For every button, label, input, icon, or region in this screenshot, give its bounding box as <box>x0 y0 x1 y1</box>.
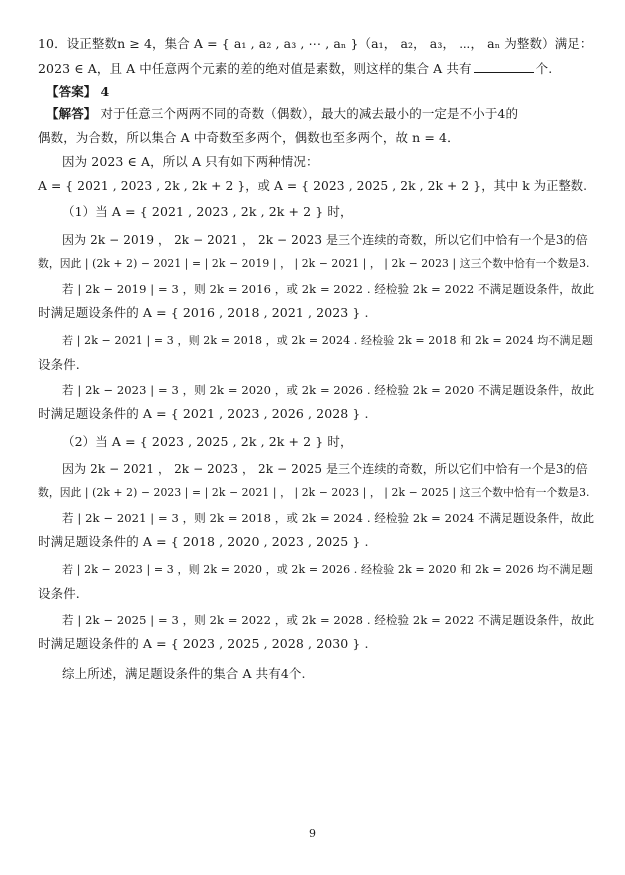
solution-line-14: 因为 2k − 2021 ， 2k − 2023 ， 2k − 2025 是三个连续的奇数，所以它们中恰有一个是3的倍 <box>62 462 588 476</box>
solution-text-0: 对于任意三个两两不同的奇数（偶数），最大的减去最小的一定是不小于4的 <box>100 106 519 121</box>
solution-line-7: 若 | 2k − 2019 | = 3 ，则 2k = 2016 ，或 2k = 2022 . 经检验 2k = 2022 不满足题设条件，故此 <box>62 282 595 296</box>
solution-line-1: 偶数，为合数，所以集合 A 中奇数至多两个，偶数也至多两个，故 n = 4． <box>38 130 460 145</box>
solution-line-0 <box>46 106 518 122</box>
solution-line-9: 若 | 2k − 2021 | = 3 ，则 2k = 2018 ，或 2k = 2024 . 经检验 2k = 2018 和 2k = 2024 均不满足题 <box>62 334 593 347</box>
problem-line-1: 10．设正整数n ≥ 4，集合 A = { a₁ , a₂ , a₃ , ⋯ , aₙ }（a₁， a₂， a₃， ⋯， aₙ 为整数）满足： <box>38 36 593 51</box>
solution-line-2: 因为 2023 ∈ A，所以 A 只有如下两种情况： <box>62 154 319 169</box>
solution-line-13: （2）当 A = { 2023 , 2025 , 2k , 2k + 2 } 时， <box>62 434 353 449</box>
solution-line-6: 数，因此 | (2k + 2) − 2021 | = | 2k − 2019 | ， | 2k − 2021 | ， | 2k − 2023 | 这三个数中恰有一个数是3. <box>38 257 590 270</box>
answer-line <box>46 84 109 100</box>
solution-line-20: 若 | 2k − 2025 | = 3 ，则 2k = 2022 ，或 2k = 2028 . 经检验 2k = 2022 不满足题设条件，故此 <box>62 613 595 627</box>
page-number: 9 <box>309 827 316 840</box>
solution-line-3: A = { 2021 , 2023 , 2k , 2k + 2 }，或 A = { 2023 , 2025 , 2k , 2k + 2 }，其中 k 为正整数. <box>38 179 588 193</box>
solution-line-10: 设条件. <box>38 357 80 372</box>
solution-line-18: 若 | 2k − 2023 | = 3 ，则 2k = 2020 ，或 2k = 2026 . 经检验 2k = 2020 和 2k = 2026 均不满足题 <box>62 563 593 576</box>
answer-blank <box>474 60 534 73</box>
answer-value: 4 <box>100 84 110 99</box>
solution-line-4: （1）当 A = { 2021 , 2023 , 2k , 2k + 2 } 时， <box>62 204 353 219</box>
solution-line-5: 因为 2k − 2019 ， 2k − 2021 ， 2k − 2023 是三个连续的奇数，所以它们中恰有一个是3的倍 <box>62 233 588 247</box>
solution-line-19: 设条件. <box>38 586 80 601</box>
solution-line-22: 综上所述，满足题设条件的集合 A 共有4个. <box>62 666 306 681</box>
solution-line-12: 时满足题设条件的 A = { 2021 , 2023 , 2026 , 2028 } . <box>38 406 369 421</box>
solution-line-8: 时满足题设条件的 A = { 2016 , 2018 , 2021 , 2023 } . <box>38 305 369 320</box>
answer-label: 【答案】 <box>46 84 97 99</box>
solution-line-15: 数，因此 | (2k + 2) − 2023 | = | 2k − 2021 | ， | 2k − 2023 | ， | 2k − 2025 | 这三个数中恰有一个数是3. <box>38 486 590 499</box>
problem-line-2 <box>38 60 552 77</box>
problem-line-2-text: 2023 ∈ A，且 A 中任意两个元素的差的绝对值是素数，则这样的集合 A 共有 <box>38 61 472 76</box>
solution-line-21: 时满足题设条件的 A = { 2023 , 2025 , 2028 , 2030 } . <box>38 636 369 651</box>
solution-line-11: 若 | 2k − 2023 | = 3 ，则 2k = 2020 ，或 2k = 2026 . 经检验 2k = 2020 不满足题设条件，故此 <box>62 383 595 397</box>
solution-line-16: 若 | 2k − 2021 | = 3 ，则 2k = 2018 ，或 2k = 2024 . 经检验 2k = 2024 不满足题设条件，故此 <box>62 511 595 525</box>
solution-line-17: 时满足题设条件的 A = { 2018 , 2020 , 2023 , 2025 } . <box>38 534 369 549</box>
problem-line-2-end: 个. <box>535 61 553 76</box>
solution-label: 【解答】 <box>46 106 97 121</box>
